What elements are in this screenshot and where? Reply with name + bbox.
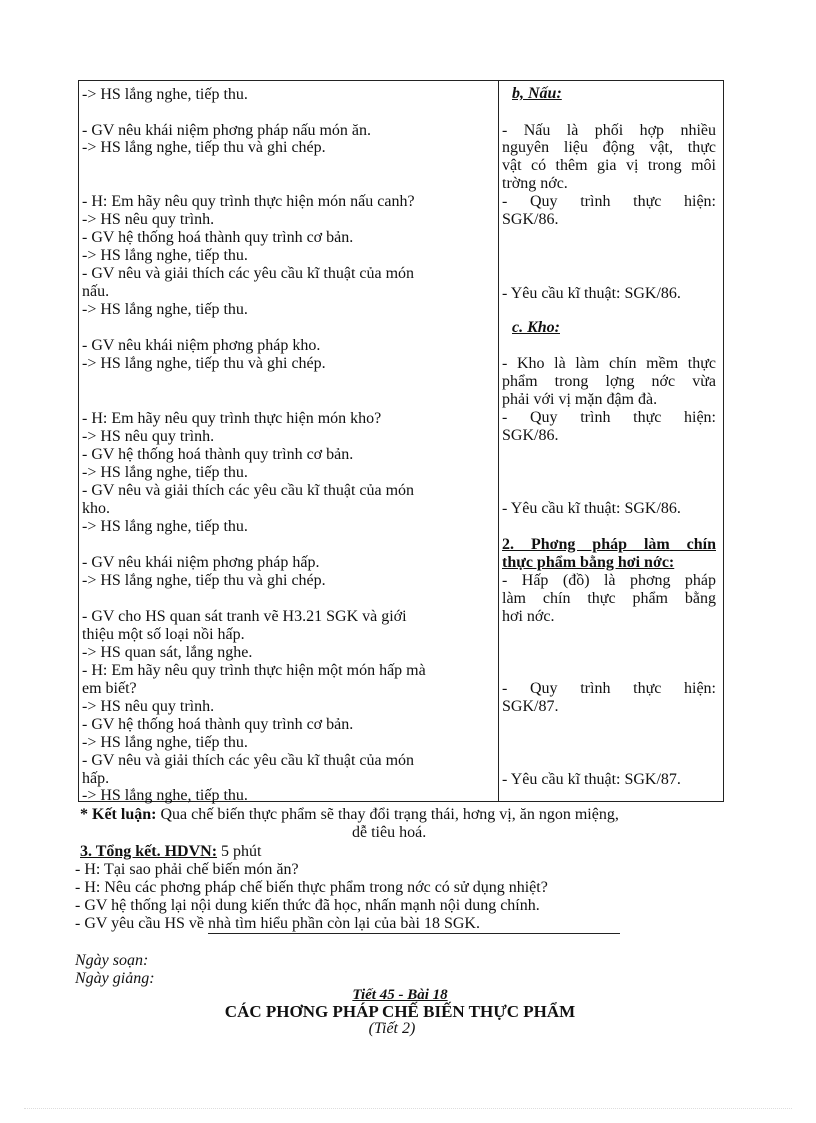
nau-definition-line: - Nấu là phối hợp nhiều <box>502 122 716 139</box>
lesson-number: Tiết 45 - Bài 18 <box>352 987 448 1003</box>
activity-line: - GV nêu khái niệm phơng pháp nấu món ăn. <box>82 122 371 139</box>
summary-item: - GV yêu cầu HS về nhà tìm hiểu phần còn lại của bài 18 SGK. <box>75 915 480 932</box>
summary-heading-line <box>80 843 262 861</box>
activity-line: -> HS lắng nghe, tiếp thu và ghi chép. <box>82 572 326 589</box>
nau-definition-line: trờng nớc. <box>502 175 568 192</box>
activity-line: - H: Em hãy nêu quy trình thực hiện một món hấp mà <box>82 662 426 679</box>
lesson-part: (Tiết 2) <box>368 1020 416 1037</box>
hap-definition-line: - Hấp (đồ) là phơng pháp <box>502 572 716 589</box>
activity-line: - GV nêu khái niệm phơng pháp kho. <box>82 337 321 354</box>
heading-steam-method: thực phẩm bằng hơi nớc: <box>502 554 675 571</box>
nau-procedure-line: - Quy trình thực hiện: <box>502 193 716 210</box>
kho-definition-line: - Kho là làm chín mềm thực <box>502 355 716 372</box>
activity-line: hấp. <box>82 770 110 787</box>
kho-requirement: - Yêu cầu kĩ thuật: SGK/86. <box>502 500 681 517</box>
conclusion-line <box>80 806 619 824</box>
activity-line: - GV hệ thống hoá thành quy trình cơ bản. <box>82 446 354 463</box>
nau-procedure-line: SGK/86. <box>502 211 559 228</box>
nau-definition-line: nguyên liệu động vật, thực <box>502 139 716 156</box>
date-taught: Ngày giảng: <box>75 970 155 987</box>
activity-line: - H: Em hãy nêu quy trình thực hiện món kho? <box>82 410 382 427</box>
hap-procedure-line: - Quy trình thực hiện: <box>502 680 716 697</box>
activity-line: -> HS lắng nghe, tiếp thu. <box>82 301 248 318</box>
kho-definition-line: phẩm trong lợng nớc vừa <box>502 373 716 390</box>
activity-line: -> HS nêu quy trình. <box>82 428 215 445</box>
activity-line: - GV nêu và giải thích các yêu cầu kĩ thuật của món <box>82 482 415 499</box>
table-column-divider <box>498 80 499 802</box>
activity-line: em biết? <box>82 680 137 697</box>
activity-line: - GV hệ thống hoá thành quy trình cơ bản. <box>82 716 354 733</box>
summary-item: - H: Tại sao phải chế biến món ăn? <box>75 861 299 878</box>
heading-steam-method: 2. Phơng pháp làm chín <box>502 536 716 553</box>
date-prepared: Ngày soạn: <box>75 952 149 969</box>
activity-line: -> HS lắng nghe, tiếp thu. <box>82 86 248 103</box>
activity-line: -> HS lắng nghe, tiếp thu. <box>82 734 248 751</box>
activity-line: -> HS lắng nghe, tiếp thu và ghi chép. <box>82 139 326 156</box>
activity-line: - GV nêu và giải thích các yêu cầu kĩ thuật của món <box>82 265 415 282</box>
activity-line: -> HS lắng nghe, tiếp thu và ghi chép. <box>82 355 326 372</box>
activity-line: nấu. <box>82 283 110 300</box>
summary-underline <box>208 933 620 934</box>
heading-nau: b, Nấu: <box>512 85 562 102</box>
activity-line: - GV nêu khái niệm phơng pháp hấp. <box>82 554 320 571</box>
activity-line: -> HS nêu quy trình. <box>82 211 215 228</box>
kho-procedure-line: - Quy trình thực hiện: <box>502 409 716 426</box>
activity-line: -> HS lắng nghe, tiếp thu. <box>82 518 248 535</box>
conclusion-line-2: dễ tiêu hoá. <box>352 824 427 841</box>
activity-line: thiệu một số loại nồi hấp. <box>82 626 245 643</box>
hap-definition-line: làm chín thực phẩm bằng <box>502 590 716 607</box>
conclusion-text: Qua chế biến thực phẩm sẽ thay đổi trạng thái, hơng vị, ăn ngon miệng, <box>156 806 619 823</box>
nau-requirement: - Yêu cầu kĩ thuật: SGK/86. <box>502 285 681 302</box>
kho-procedure-line: SGK/86. <box>502 427 559 444</box>
summary-time: 5 phút <box>217 843 262 860</box>
activity-line: - H: Em hãy nêu quy trình thực hiện món nấu canh? <box>82 193 415 210</box>
hap-procedure-line: SGK/87. <box>502 698 559 715</box>
activity-line: - GV nêu và giải thích các yêu cầu kĩ thuật của món <box>82 752 415 769</box>
lesson-title: CÁC PHƠNG PHÁP CHẾ BIẾN THỰC PHẨM <box>224 1002 576 1021</box>
hap-definition-line: hơi nớc. <box>502 608 555 625</box>
activity-line: - GV cho HS quan sát tranh vẽ H3.21 SGK và giới <box>82 608 407 625</box>
activity-line: - GV hệ thống hoá thành quy trình cơ bản. <box>82 229 354 246</box>
activity-line: -> HS lắng nghe, tiếp thu. <box>82 247 248 264</box>
activity-line: -> HS nêu quy trình. <box>82 698 215 715</box>
activity-line: -> HS lắng nghe, tiếp thu. <box>82 464 248 481</box>
activity-line: kho. <box>82 500 110 517</box>
heading-kho: c. Kho: <box>512 319 560 336</box>
activity-line: -> HS lắng nghe, tiếp thu. <box>82 787 248 804</box>
activity-line: -> HS quan sát, lắng nghe. <box>82 644 253 661</box>
summary-heading: 3. Tổng kết. HDVN: <box>80 843 218 860</box>
hap-requirement: - Yêu cầu kĩ thuật: SGK/87. <box>502 771 681 788</box>
nau-definition-line: vật có thêm gia vị trong môi <box>502 157 716 174</box>
summary-item: - GV hệ thống lại nội dung kiến thức đã học, nhấn mạnh nội dung chính. <box>75 897 540 914</box>
kho-definition-line: phải với vị mặn đậm đà. <box>502 391 658 408</box>
page-bottom-divider <box>24 1108 792 1109</box>
summary-item: - H: Nêu các phơng pháp chế biến thực phẩm trong nớc có sử dụng nhiệt? <box>75 879 548 896</box>
conclusion-label: * Kết luận: <box>80 806 157 823</box>
